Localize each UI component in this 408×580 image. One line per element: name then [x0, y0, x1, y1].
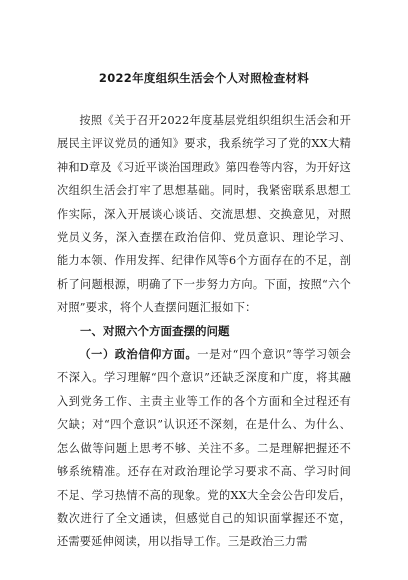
document-title: 2022年度组织生活会个人对照检查材料 — [98, 71, 310, 85]
subsection-lead: （一）政治信仰方面。 — [79, 348, 198, 362]
subsection-text: 一是对“四个意识”等学习领会不深入。学习理解“四个意识”还缺乏深度和广度，将其融入到党务工作、主责主业等工作的各个方面和全过程还有欠缺；对“四个意识”认识还不深刻，在是什么、为什么、怎么做等问题上思考不够、关注不多。二是理解把握还不够系统精准。还存在对政治理论学习要求不高、学习时间不足、学习热情不高的现象。党的XX大全会公告印发后，数次进行了全文通读，但感觉自己的知识面掌握还不宽，还需要延伸阅读，用以指导工作。三是政治三力需 — [57, 348, 351, 549]
intro-paragraph: 按照《关于召开2022年度基层党组织组织生活会和开展民主评议党员的通知》要求，我系统学习了党的XX大精神和D章及《习近平谈治国理政》第四卷等内容，为开好这次组织生活会打牢了思想基础。同时，我紧密联系思想工作实际，深入开展谈心谈话、交流思想、交换意见，对照党员义务，深入查摆在政治信仰、党员意识、理论学习、能力本领、作用发挥、纪律作风等6个方面存在的不足，剖析了问题根源，明确了下一步努力方向。下面，按照“六个对照”要求，将个人查摆问题汇报如下： — [57, 114, 351, 315]
section-heading: 一、对照六个方面查摆的问题 — [80, 323, 230, 338]
document-body — [57, 109, 351, 554]
subsection-paragraph — [57, 343, 351, 554]
